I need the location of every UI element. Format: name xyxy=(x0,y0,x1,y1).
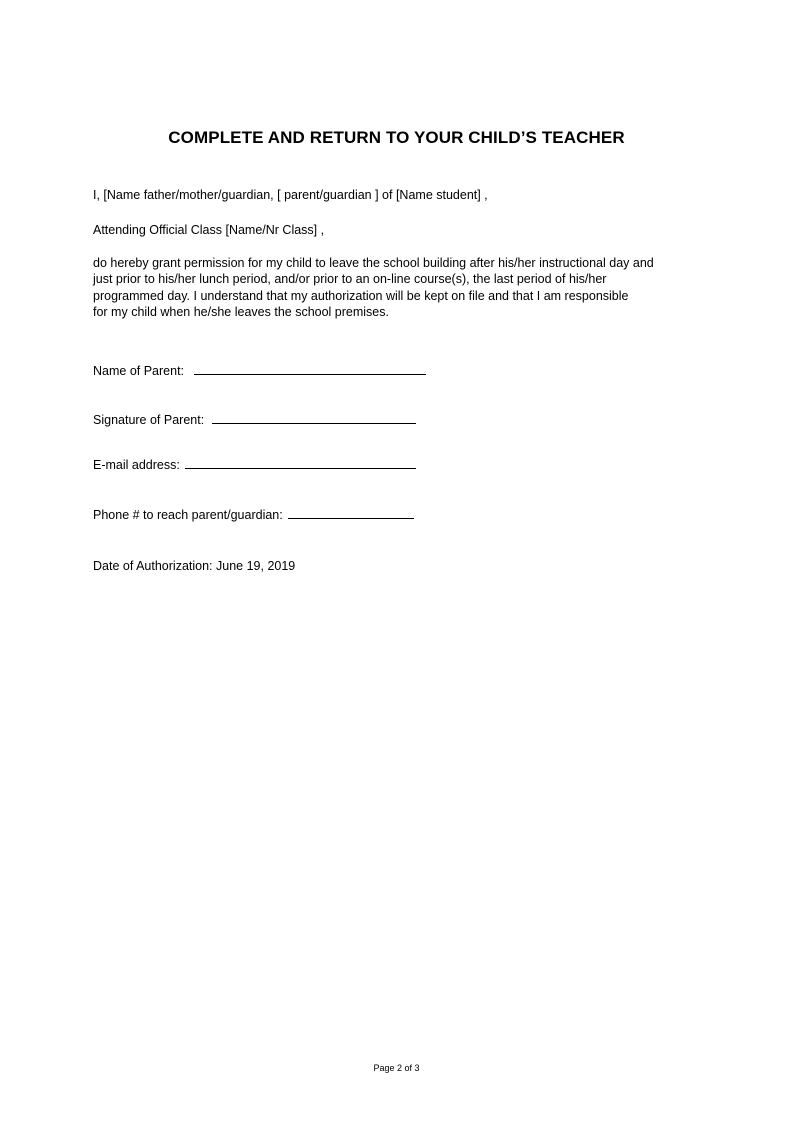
page-number: Page 2 of 3 xyxy=(373,1063,420,1073)
signature-label: Signature of Parent: xyxy=(93,413,205,427)
phone-label: Phone # to reach parent/guardian: xyxy=(93,508,283,522)
paragraph-line: for my child when he/she leaves the school premises. xyxy=(93,304,389,319)
email-blank[interactable] xyxy=(185,456,416,469)
parent-name-field xyxy=(93,362,426,379)
signature-field xyxy=(93,411,416,428)
class-line: Attending Official Class [Name/Nr Class] , xyxy=(93,223,325,237)
parent-name-label: Name of Parent: xyxy=(93,364,185,378)
email-field xyxy=(93,456,416,473)
date-value: June 19, 2019 xyxy=(216,559,296,573)
date-field xyxy=(93,558,295,574)
email-label: E-mail address: xyxy=(93,458,180,472)
parent-name-blank[interactable] xyxy=(194,362,426,375)
phone-field xyxy=(93,506,414,523)
intro-line: I, [Name father/mother/guardian, [ parent/guardian ] of [Name student] , xyxy=(93,188,488,202)
date-label: Date of Authorization: xyxy=(93,559,213,573)
paragraph-line: programmed day. I understand that my authorization will be kept on file and that I am responsible xyxy=(93,288,629,303)
paragraph-line: do hereby grant permission for my child to leave the school building after his/her instructional day and xyxy=(93,256,654,270)
permission-paragraph xyxy=(93,255,703,320)
document-title: COMPLETE AND RETURN TO YOUR CHILD’S TEACHER xyxy=(168,128,625,147)
signature-blank[interactable] xyxy=(212,411,416,424)
paragraph-line: just prior to his/her lunch period, and/or prior to an on-line course(s), the last period of his/her xyxy=(93,272,607,287)
phone-blank[interactable] xyxy=(288,506,414,519)
